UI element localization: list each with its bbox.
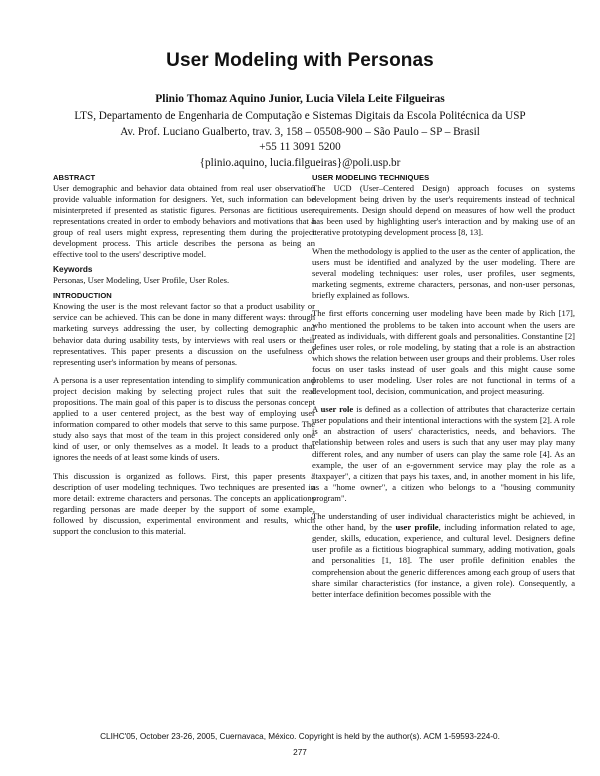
author-list: Plinio Thomaz Aquino Junior, Lucia Vilela Leite Filgueiras [155, 93, 445, 105]
emphasis-term: user profile [395, 522, 439, 533]
text-run: A [312, 404, 321, 415]
paper-title: User Modeling with Personas [166, 50, 434, 71]
user-role-paragraph [312, 404, 575, 503]
copyright-footer: CLIHC'05, October 23-26, 2005, Cuernavaca, México. Copyright is held by the author(s). ACM 1-59593-224-0. [100, 732, 500, 741]
body-paragraph: When the methodology is applied to the user as the center of application, the users must be identified and analyzed by the user modeling. There are several modeling techniques: user roles, user profiles, user segments, marketing segments, extreme characters, personas, and non-user personas, briefly explained as follows. [312, 245, 575, 300]
text-run: is defined as a collection of attributes that characterize certain user populations and their intentional interactions with the system [2]. A role is an abstraction of users' characteristics, needs, and behaviors. The relationship between roles and users is such that any user may play many different roles, and any number of users can play the same role [4]. As an example, the user of an e-government service may play the role as a "taxpayer", a citizen that pays his taxes, and, in another moment in his life, as a "home owner", a citizen who belongs to a "housing community program". [312, 404, 576, 503]
abstract-text: User demographic and behavior data obtained from real user observation provide valuable information for designers. Yet, such information can be misinterpreted if presented as statistic figures. Personas are fictitious user representations created in order to embody behaviors and motivations that a group of real users might express, representing them during the project development process. This article describes the persona as being an effective tool to the users' descriptive model. [53, 183, 315, 260]
emphasis-term: user role [320, 404, 354, 415]
affiliation-block [0, 109, 600, 171]
affiliation-line: LTS, Departamento de Engenharia de Computação e Sistemas Digitais da Escola Politécnica da USP [74, 110, 526, 122]
left-column [53, 173, 315, 545]
body-paragraph: The first efforts concerning user modeling have been made by Rich [17], who mentioned the problems to be taken into account when the users are treated as individuals, with different goals and personalities. Constantine [2] defines user roles, or role modeling, by stating that a role is an abstraction which shows the relation between user groups and their problems. User roles focus on user tasks instead of user goals and this might cause some problems to user modeling. User roles are not functional in terms of a development tool, decision, communication, and project measuring. [312, 308, 575, 396]
phone-line: +55 11 3091 5200 [259, 141, 341, 153]
introduction-paragraph: Knowing the user is the most relevant factor so that a product usability or service can be achieved. This can be done in many different ways: through marketing surveys addressing the user, by collecting demographic and behavior data during usability tests, by interviews with real users or their representatives. This paper presents a discussion on the usefulness of representing user's information by means of personas. [53, 301, 315, 367]
text-run: The understanding of user individual characteristics might be achieved, in the other hand, by the [312, 511, 575, 533]
user-profile-paragraph [312, 511, 575, 599]
introduction-paragraph: A persona is a user representation intending to simplify communication and project decision making by selecting project rules that suit the real propositions. The main goal of this paper is to discuss the personas concept applied to a user centered project, as the best way of employing user information compared to other models that serve to this same purpose. The study also says that most of the team in this project considered only one kind of user, or only themselves as a model. It leads to a product that ignores the needs of at least some kinds of users. [53, 375, 315, 463]
body-paragraph: The UCD (User–Centered Design) approach focuses on systems development being driven by the user's requirements instead of technical requirements. Design should depend on measures of how well the product has been used by highlighting user's interaction and by making use of an iterative prototyping development process [8, 13]. [312, 183, 575, 238]
right-column [312, 173, 575, 607]
text-run: , including information related to age, gender, skills, education, experience, and cultural level. Designers define user profile as a fictitious biographical summary, adding motivation, goals and personalities [1, 18]. The user profile definition enables the comprehension about the generic differences among each group of users that share similar characteristics (for instance, a given role). Consequently, a better interface definition becomes possible with the [312, 522, 575, 599]
email-line: {plinio.aquino, lucia.filgueiras}@poli.usp.br [199, 156, 401, 169]
user-modeling-heading: USER MODELING TECHNIQUES [312, 173, 430, 182]
abstract-heading: ABSTRACT [53, 173, 96, 182]
introduction-heading: INTRODUCTION [53, 291, 112, 301]
keywords-text: Personas, User Modeling, User Profile, User Roles. [53, 275, 230, 286]
page-number: 277 [293, 748, 307, 757]
introduction-paragraph: This discussion is organized as follows. First, this paper presents a description of user modeling techniques. Two techniques are presented in more detail: extreme characters and personas. The concepts an applications regarding personas are made deeper by the support of some example, followed by discussion, experimental environment and results, which support the conclusion to this material. [53, 471, 315, 537]
keywords-heading: Keywords [53, 265, 93, 275]
address-line: Av. Prof. Luciano Gualberto, trav. 3, 158 – 05508-900 – São Paulo – SP – Brasil [120, 125, 480, 138]
